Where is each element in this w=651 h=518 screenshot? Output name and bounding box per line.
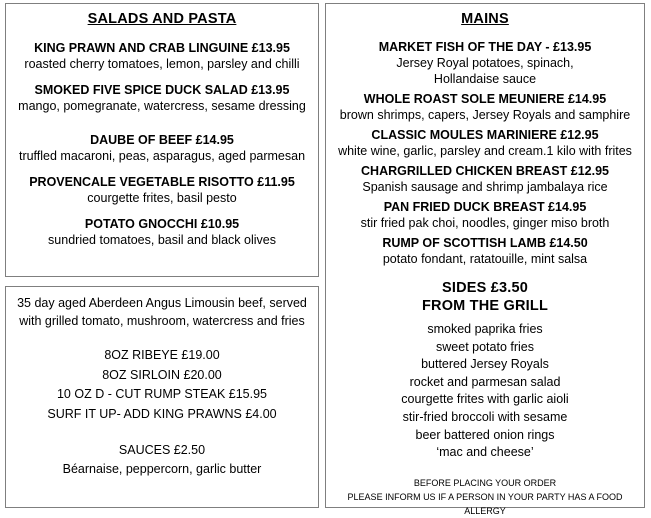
steak-list (6, 346, 318, 424)
dish-name: WHOLE ROAST SOLE MEUNIERE £14.95 (363, 92, 607, 106)
menu-item (326, 91, 644, 123)
sauces-title: SAUCES £2.50 (118, 443, 206, 457)
menu-item (326, 163, 644, 195)
sides-list (326, 321, 644, 462)
grill-intro: 35 day aged Aberdeen Angus Limousin beef, served with grilled tomato, mushroom, watercress and fries (17, 296, 307, 328)
menu-item (6, 132, 318, 164)
dish-description: white wine, garlic, parsley and cream.1 kilo with frites (338, 144, 632, 158)
salads-pasta-panel (5, 3, 319, 277)
menu-item (326, 199, 644, 231)
sides-grill-heading: FROM THE GRILL (421, 298, 549, 314)
steak-item: SURF IT UP- ADD KING PRAWNS £4.00 (47, 406, 277, 421)
dish-description: potato fondant, ratatouille, mint salsa (382, 252, 588, 266)
menu-item (326, 235, 644, 267)
dish-name: DAUBE OF BEEF £14.95 (90, 133, 234, 147)
side-item: rocket and parmesan salad (409, 374, 561, 389)
dish-name: PROVENCALE VEGETABLE RISOTTO £11.95 (29, 175, 295, 189)
dish-description: stir fried pak choi, noodles, ginger miso broth (360, 216, 610, 230)
grill-panel (5, 286, 319, 508)
menu-item (6, 174, 318, 206)
dish-description: mango, pomegranate, watercress, sesame dressing (18, 99, 306, 113)
dish-description: Jersey Royal potatoes, spinach, (396, 56, 574, 70)
steak-item: 10 OZ D - CUT RUMP STEAK £15.95 (56, 387, 268, 401)
side-item: beer battered onion rings (415, 427, 555, 442)
dish-name: RUMP OF SCOTTISH LAMB £14.50 (382, 236, 588, 250)
side-item: courgette frites with garlic aioli (401, 392, 569, 407)
mains-panel (325, 3, 645, 516)
side-item: buttered Jersey Royals (421, 357, 549, 372)
salads-list (6, 40, 318, 248)
dish-name: PAN FRIED DUCK BREAST £14.95 (383, 200, 587, 214)
mains-list (326, 39, 644, 267)
side-item: ‘mac and cheese’ (436, 445, 534, 460)
allergy-notice (326, 476, 644, 518)
dish-name: CHARGRILLED CHICKEN BREAST £12.95 (361, 164, 609, 178)
sauces-description: Béarnaise, peppercorn, garlic butter (62, 462, 262, 476)
allergy-notice-line: PLEASE INFORM US IF A PERSON IN YOUR PARTY HAS A FOOD ALLERGY (347, 491, 623, 516)
menu-item (326, 39, 644, 87)
salads-title: SALADS AND PASTA (87, 11, 237, 27)
dish-description: courgette frites, basil pesto (87, 191, 237, 205)
dish-description: roasted cherry tomatoes, lemon, parsley and chilli (24, 57, 300, 71)
side-item: stir-fried broccoli with sesame (402, 409, 568, 424)
menu-item (6, 216, 318, 248)
dish-name: CLASSIC MOULES MARINIERE £12.95 (371, 128, 599, 142)
menu-item (6, 82, 318, 114)
sides-price-heading: SIDES £3.50 (441, 280, 529, 296)
side-item: smoked paprika fries (427, 322, 543, 336)
dish-name: MARKET FISH OF THE DAY - £13.95 (378, 40, 592, 54)
allergy-notice-line: BEFORE PLACING YOUR ORDER (413, 477, 557, 488)
dish-name: SMOKED FIVE SPICE DUCK SALAD £13.95 (34, 83, 290, 97)
dish-description: Hollandaise sauce (433, 72, 537, 86)
dish-description: brown shrimps, capers, Jersey Royals and samphire (339, 108, 631, 122)
dish-description: sundried tomatoes, basil and black olives (48, 233, 276, 247)
steak-item: 8OZ RIBEYE £19.00 (104, 348, 220, 362)
dish-name: KING PRAWN AND CRAB LINGUINE £13.95 (34, 41, 290, 55)
sides-title (326, 279, 644, 315)
mains-title: MAINS (461, 11, 509, 27)
steak-item: 8OZ SIRLOIN £20.00 (102, 367, 222, 382)
side-item: sweet potato fries (436, 339, 534, 354)
dish-description: Spanish sausage and shrimp jambalaya rice (362, 180, 608, 194)
menu-item (326, 127, 644, 159)
menu-item (6, 40, 318, 72)
dish-description: truffled macaroni, peas, asparagus, aged parmesan (18, 149, 306, 163)
dish-name: POTATO GNOCCHI £10.95 (84, 217, 240, 231)
